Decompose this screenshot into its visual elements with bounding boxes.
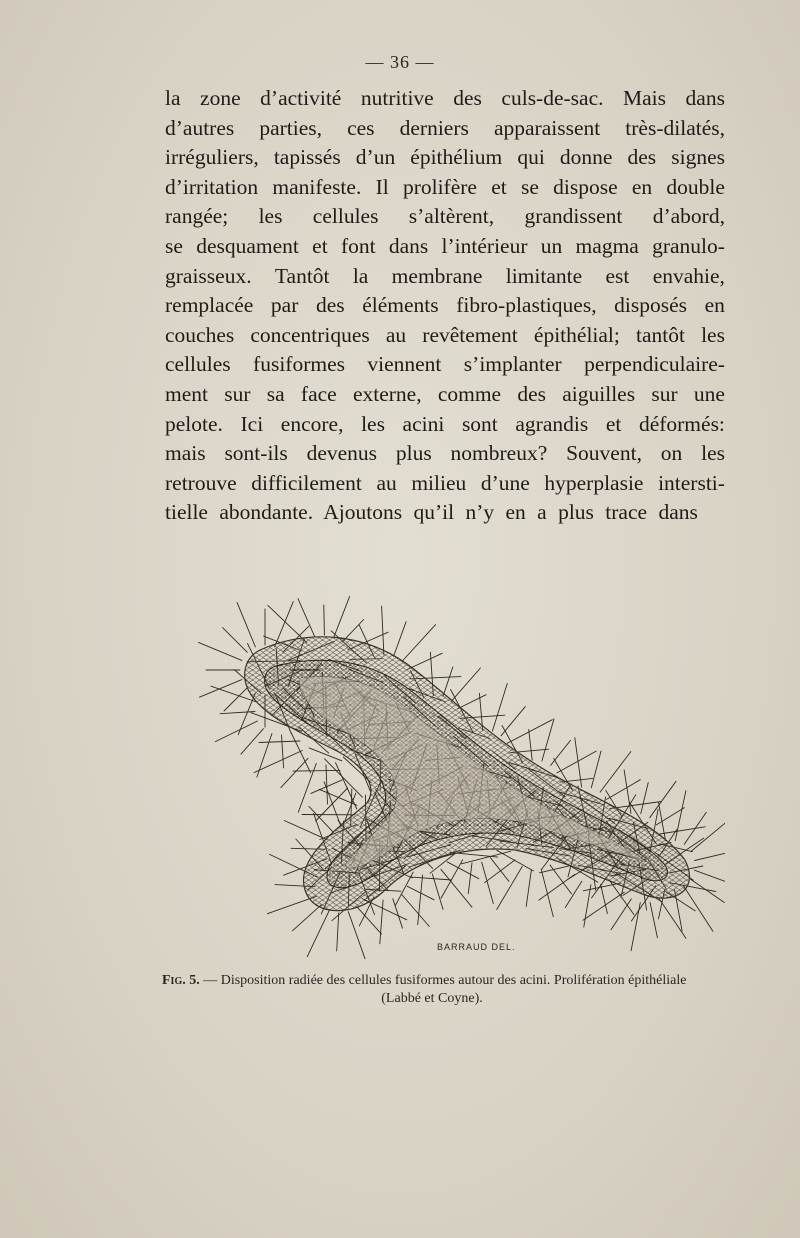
text-line: ment sur sa face externe, comme des aiguilles sur une bbox=[165, 381, 725, 406]
caption-text: — Disposition radiée des cellules fusiformes autour des acini. Prolifération épithéliale bbox=[199, 973, 687, 988]
fusiform-cell-stroke bbox=[451, 668, 480, 701]
fusiform-cell-stroke bbox=[324, 605, 325, 635]
fusiform-cell-stroke bbox=[492, 683, 507, 731]
fusiform-cell-stroke bbox=[380, 900, 383, 944]
fusiform-cell-stroke bbox=[307, 911, 329, 957]
fusiform-cell-stroke bbox=[441, 869, 472, 907]
histology-engraving bbox=[165, 560, 725, 960]
fusiform-cell-stroke bbox=[418, 875, 423, 925]
figure-label: Fig. 5. bbox=[162, 973, 200, 988]
fusiform-cell-stroke bbox=[497, 867, 523, 910]
fusiform-cell-stroke bbox=[316, 788, 348, 821]
fusiform-cell-stroke bbox=[610, 802, 662, 809]
fusiform-cell-stroke bbox=[224, 688, 247, 711]
fusiform-cell-stroke bbox=[199, 642, 242, 660]
text-line: se desquament et font dans l’intérieur un magma granulo- bbox=[165, 233, 725, 258]
fusiform-cell-stroke bbox=[650, 781, 676, 817]
figure-caption bbox=[162, 972, 742, 1008]
fusiform-cell-stroke bbox=[539, 875, 575, 901]
fusiform-cell-stroke bbox=[282, 735, 284, 768]
text-line: mais sont-ils devenus plus nombreux? Souvent, on les bbox=[165, 441, 725, 466]
fusiform-cell-stroke bbox=[336, 763, 357, 809]
fusiform-cell-stroke bbox=[607, 780, 641, 800]
fusiform-cell-stroke bbox=[529, 729, 533, 760]
fusiform-cell-stroke bbox=[447, 862, 479, 879]
text-line: la zone d’activité nutritive des culs-de-sac. Mais dans bbox=[165, 86, 725, 110]
fusiform-cell-stroke bbox=[309, 806, 333, 832]
fusiform-cell-stroke bbox=[565, 881, 582, 907]
fusiform-cell-stroke bbox=[601, 884, 608, 913]
fusiform-cell-stroke bbox=[660, 827, 705, 834]
fusiform-cell-stroke bbox=[684, 812, 706, 844]
fusiform-cell-stroke bbox=[461, 851, 510, 864]
fusiform-cell-stroke bbox=[631, 903, 640, 951]
fusiform-cell-stroke bbox=[254, 751, 302, 773]
fusiform-cell-stroke bbox=[659, 899, 686, 939]
fusiform-cell-stroke bbox=[501, 707, 525, 736]
fusiform-cell-stroke bbox=[611, 899, 631, 930]
fusiform-cell-stroke bbox=[298, 599, 315, 637]
fusiform-cell-stroke bbox=[691, 879, 725, 902]
fusiform-cell-stroke bbox=[293, 770, 340, 771]
fusiform-cell-stroke bbox=[394, 622, 407, 657]
fusiform-cell-stroke bbox=[410, 877, 452, 880]
fusiform-cell-stroke bbox=[292, 905, 321, 931]
fusiform-cell-stroke bbox=[591, 751, 601, 788]
text-line: graisseux. Tantôt la membrane limitante est envahie, bbox=[165, 263, 725, 288]
fusiform-cell-stroke bbox=[541, 869, 553, 917]
fusiform-cell-stroke bbox=[650, 903, 657, 938]
text-line: d’irritation manifeste. Il prolifère et se dispose en double bbox=[165, 174, 725, 199]
text-line: rangée; les cellules s’altèrent, grandissent d’abord, bbox=[165, 204, 725, 229]
fusiform-cell-stroke bbox=[551, 740, 571, 765]
fusiform-cell-stroke bbox=[526, 870, 531, 907]
fusiform-cell-stroke bbox=[468, 863, 472, 894]
fusiform-cell-stroke bbox=[281, 758, 308, 787]
fusiform-cell-stroke bbox=[482, 862, 494, 903]
fusiform-cell-stroke bbox=[408, 653, 443, 669]
fusiform-cell-stroke bbox=[457, 695, 486, 709]
text-line: d’autres parties, ces derniers apparaissent très-dilatés, bbox=[165, 115, 725, 140]
fusiform-cell-stroke bbox=[401, 894, 429, 927]
text-line: pelote. Ici encore, les acini sont agrandis et déformés: bbox=[165, 411, 725, 436]
fusiform-cell-stroke bbox=[241, 729, 264, 755]
text-line: couches concentriques au revêtement épithélial; tantôt les bbox=[165, 322, 725, 347]
fusiform-cell-stroke bbox=[641, 783, 648, 814]
fusiform-cell-stroke bbox=[557, 751, 596, 773]
engraver-signature: BARRAUD DEL. bbox=[437, 942, 516, 952]
body-paragraph bbox=[165, 84, 725, 528]
fusiform-cell-stroke bbox=[542, 719, 554, 761]
fusiform-cell-stroke bbox=[382, 606, 384, 655]
text-line: tielle abondante. Ajoutons qu’il n’y en a plus trace dans bbox=[165, 500, 698, 525]
fusiform-cell-stroke bbox=[223, 628, 248, 653]
fusiform-cell-stroke bbox=[237, 603, 255, 647]
text-line: cellules fusiformes viennent s’implanter perpendiculaire- bbox=[165, 352, 725, 377]
fusiform-cell-stroke bbox=[334, 597, 350, 637]
fusiform-cell-stroke bbox=[215, 721, 257, 742]
fusiform-cell-stroke bbox=[259, 741, 300, 743]
text-line: irréguliers, tapissés d’un épithélium qui donne des signes bbox=[165, 145, 725, 170]
fusiform-cell-stroke bbox=[257, 734, 272, 778]
page-number: — 36 — bbox=[365, 52, 435, 72]
fusiform-cell-stroke bbox=[675, 791, 686, 841]
fusiform-cell-stroke bbox=[220, 712, 255, 714]
fusiform-cell-stroke bbox=[284, 821, 327, 840]
fusiform-cell-stroke bbox=[584, 885, 591, 927]
caption-credit: (Labbé et Coyne). bbox=[381, 991, 483, 1006]
fusiform-cell-stroke bbox=[695, 853, 725, 860]
fusiform-cell-stroke bbox=[684, 886, 713, 931]
fusiform-cell-stroke bbox=[485, 860, 515, 883]
fusiform-cell-stroke bbox=[357, 907, 382, 935]
text-line: remplacée par des éléments fibro-plastiques, disposés en bbox=[165, 293, 725, 318]
fusiform-cell-stroke bbox=[238, 693, 255, 735]
fusiform-cell-stroke bbox=[291, 733, 311, 773]
fusiform-cell-stroke bbox=[694, 870, 725, 881]
fusiform-cell-stroke bbox=[337, 913, 339, 951]
fusiform-cell-stroke bbox=[490, 858, 509, 882]
fusiform-cell-stroke bbox=[268, 605, 307, 642]
text-line: retrouve difficilement au milieu d’une hyperplasie intersti- bbox=[165, 470, 725, 495]
